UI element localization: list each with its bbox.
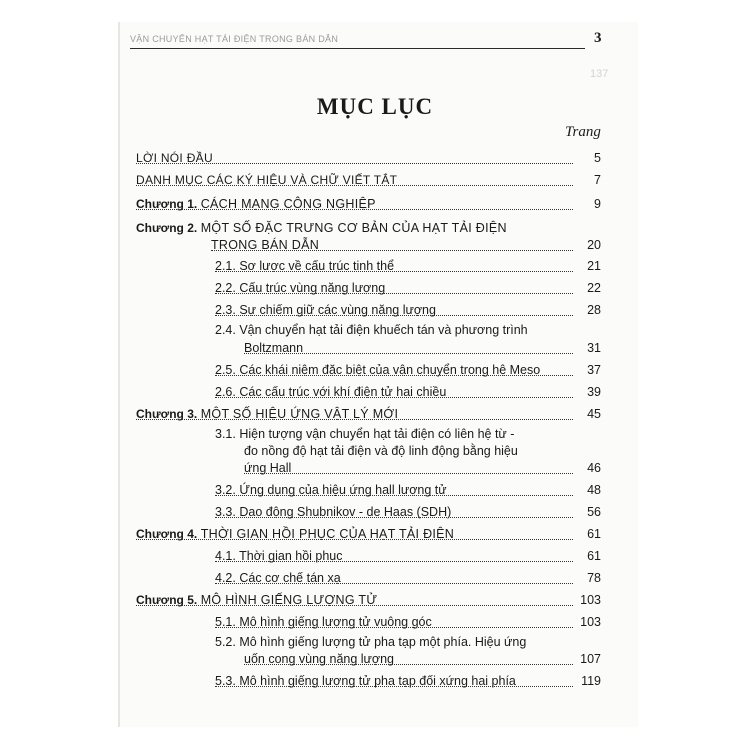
entry-title: DANH MỤC CÁC KÝ HIỆU VÀ CHỮ VIẾT TẮT — [136, 173, 400, 187]
dot-leader — [215, 315, 573, 316]
entry-page: 28 — [587, 303, 601, 317]
section-title: Các cấu trúc với khí điện tử hai chiều — [239, 385, 447, 399]
section-number: 3.3. — [215, 505, 236, 519]
entry-page: 7 — [594, 173, 601, 187]
toc-entry-chapter-2[interactable] — [136, 220, 601, 237]
section-number: 2.6. — [215, 385, 236, 399]
chapter-title: MỘT SỐ ĐẶC TRƯNG CƠ BẢN CỦA HẠT TẢI ĐIỆN — [200, 221, 507, 235]
section-number: 5.1. — [215, 615, 236, 629]
section-title: Các khái niệm đặc biệt của vận chuyển trong hệ Meso — [239, 363, 541, 377]
section-number: 2.4. — [215, 323, 236, 337]
dot-leader — [136, 539, 573, 540]
toc-entry-section-5-2[interactable] — [215, 634, 601, 651]
section-number: 5.3. — [215, 674, 236, 688]
chapter-label: Chương 2. — [136, 221, 198, 235]
toc-entry-abbreviations[interactable] — [136, 172, 601, 189]
entry-page: 31 — [587, 341, 601, 355]
dot-leader — [244, 664, 573, 665]
toc-entry-section-2-4-cont[interactable] — [244, 340, 601, 357]
toc-entry-section-4-2[interactable] — [215, 570, 601, 587]
section-number: 2.1. — [215, 259, 236, 273]
entry-page: 56 — [587, 505, 601, 519]
section-title: Sơ lược về cấu trúc tinh thể — [239, 259, 395, 273]
entry-page: 48 — [587, 483, 601, 497]
entry-page: 5 — [594, 151, 601, 165]
dot-leader — [136, 419, 573, 420]
dot-leader — [215, 495, 573, 496]
entry-page: 39 — [587, 385, 601, 399]
toc-entry-section-3-2[interactable] — [215, 482, 601, 499]
chapter-title-continued: TRONG BÁN DẪN — [211, 238, 322, 252]
section-title: Mô hình giếng lượng tử pha tạp đối xứng hai phía — [239, 674, 516, 688]
toc-entry-chapter-5[interactable] — [136, 592, 601, 609]
section-title: Vận chuyển hạt tải điện khuếch tán và phương trình — [239, 323, 528, 337]
entry-page: 37 — [587, 363, 601, 377]
entry-page: 78 — [587, 571, 601, 585]
page-title: MỤC LỤC — [316, 94, 434, 119]
toc-entry-section-3-3[interactable] — [215, 504, 601, 521]
dot-leader — [136, 605, 573, 606]
entry-page: 20 — [587, 238, 601, 252]
toc-entry-section-5-2-cont[interactable] — [244, 651, 601, 668]
entry-title: LỜI NÓI ĐẦU — [136, 151, 216, 165]
toc-entry-section-3-1[interactable] — [215, 426, 601, 443]
entry-page: 103 — [580, 615, 601, 629]
toc-entry-section-2-1[interactable] — [215, 258, 601, 275]
toc-entry-section-3-1-cont1[interactable] — [244, 443, 601, 460]
dot-leader — [215, 627, 573, 628]
toc-entry-section-2-4[interactable] — [215, 322, 601, 339]
section-title-continued: đo nồng độ hạt tải điện và độ linh động bằng hiệu — [244, 444, 518, 458]
chapter-label: Chương 1. — [136, 197, 198, 211]
section-number: 2.3. — [215, 303, 236, 317]
section-title: Hiện tượng vận chuyển hạt tải điện có liên hệ từ - — [239, 427, 515, 441]
section-title-continued: ứng Hall — [244, 461, 294, 475]
entry-page: 21 — [587, 259, 601, 273]
dot-leader — [215, 271, 573, 272]
entry-page: 107 — [580, 652, 601, 666]
chapter-title: MÔ HÌNH GIẾNG LƯỢNG TỬ — [200, 593, 378, 607]
dot-leader — [244, 353, 573, 354]
section-number: 4.2. — [215, 571, 236, 585]
section-title-continued: uốn cong vùng năng lượng — [244, 652, 397, 666]
chapter-title: MỘT SỐ HIỆU ỨNG VẬT LÝ MỚI — [200, 407, 399, 421]
section-title: Ứng dụng của hiệu ứng hall lượng tử — [239, 483, 447, 497]
section-number: 3.1. — [215, 427, 236, 441]
dot-leader — [136, 185, 573, 186]
dot-leader — [136, 163, 573, 164]
section-title: Mô hình giếng lượng tử pha tạp một phía. Hiệu ứng — [239, 635, 527, 649]
section-title: Sự chiếm giữ các vùng năng lượng — [239, 303, 436, 317]
entry-page: 9 — [594, 197, 601, 211]
section-title: Mô hình giếng lượng tử vuông góc — [239, 615, 432, 629]
toc-entry-section-5-3[interactable] — [215, 673, 601, 690]
section-title-continued: Boltzmann — [244, 341, 306, 355]
page-edge — [118, 22, 120, 727]
page-column-label: Trang — [565, 124, 601, 140]
dot-leader — [244, 473, 573, 474]
section-title: Dao động Shubnikov - de Haas (SDH) — [239, 505, 452, 519]
toc-entry-section-3-1-cont2[interactable] — [244, 460, 601, 477]
toc-entry-section-4-1[interactable] — [215, 548, 601, 565]
dot-leader — [215, 397, 573, 398]
entry-page: 46 — [587, 461, 601, 475]
toc-entry-chapter-4[interactable] — [136, 526, 601, 543]
dot-leader — [215, 517, 573, 518]
entry-page: 45 — [587, 407, 601, 421]
chapter-label: Chương 3. — [136, 407, 198, 421]
bleed-through-text: 137 — [590, 68, 609, 80]
section-title: Thời gian hồi phục — [239, 549, 343, 563]
dot-leader — [215, 583, 573, 584]
section-number: 3.2. — [215, 483, 236, 497]
dot-leader — [215, 375, 573, 376]
section-title: Các cơ chế tán xạ — [239, 571, 341, 585]
section-number: 4.1. — [215, 549, 236, 563]
toc-entry-chapter-1[interactable] — [136, 196, 601, 213]
section-title: Cấu trúc vùng năng lượng — [239, 281, 386, 295]
page-number: 3 — [594, 30, 602, 46]
toc-entry-chapter-3[interactable] — [136, 406, 601, 423]
entry-page: 103 — [580, 593, 601, 607]
entry-page: 61 — [587, 549, 601, 563]
toc-entry-section-2-6[interactable] — [215, 384, 601, 401]
chapter-title: THỜI GIAN HỒI PHỤC CỦA HẠT TẢI ĐIỆN — [200, 527, 455, 541]
dot-leader — [215, 686, 573, 687]
entry-page: 61 — [587, 527, 601, 541]
dot-leader — [136, 209, 573, 210]
chapter-label: Chương 5. — [136, 593, 198, 607]
dot-leader — [215, 293, 573, 294]
toc-entry-chapter-2-cont[interactable] — [211, 237, 601, 254]
running-head: VẬN CHUYỂN HẠT TẢI ĐIỆN TRONG BÁN DẪN — [130, 34, 585, 49]
entry-page: 22 — [587, 281, 601, 295]
entry-page: 119 — [581, 674, 601, 688]
section-number: 5.2. — [215, 635, 236, 649]
toc-entry-section-5-1[interactable] — [215, 614, 601, 631]
dot-leader — [211, 250, 573, 251]
chapter-label: Chương 4. — [136, 527, 198, 541]
toc-entry-section-2-3[interactable] — [215, 302, 601, 319]
toc-entry-preface[interactable] — [136, 150, 601, 167]
toc-entry-section-2-2[interactable] — [215, 280, 601, 297]
section-number: 2.2. — [215, 281, 236, 295]
dot-leader — [215, 561, 573, 562]
toc-entry-section-2-5[interactable] — [215, 362, 601, 379]
chapter-title: CÁCH MẠNG CÔNG NGHIỆP — [200, 197, 376, 211]
section-number: 2.5. — [215, 363, 236, 377]
